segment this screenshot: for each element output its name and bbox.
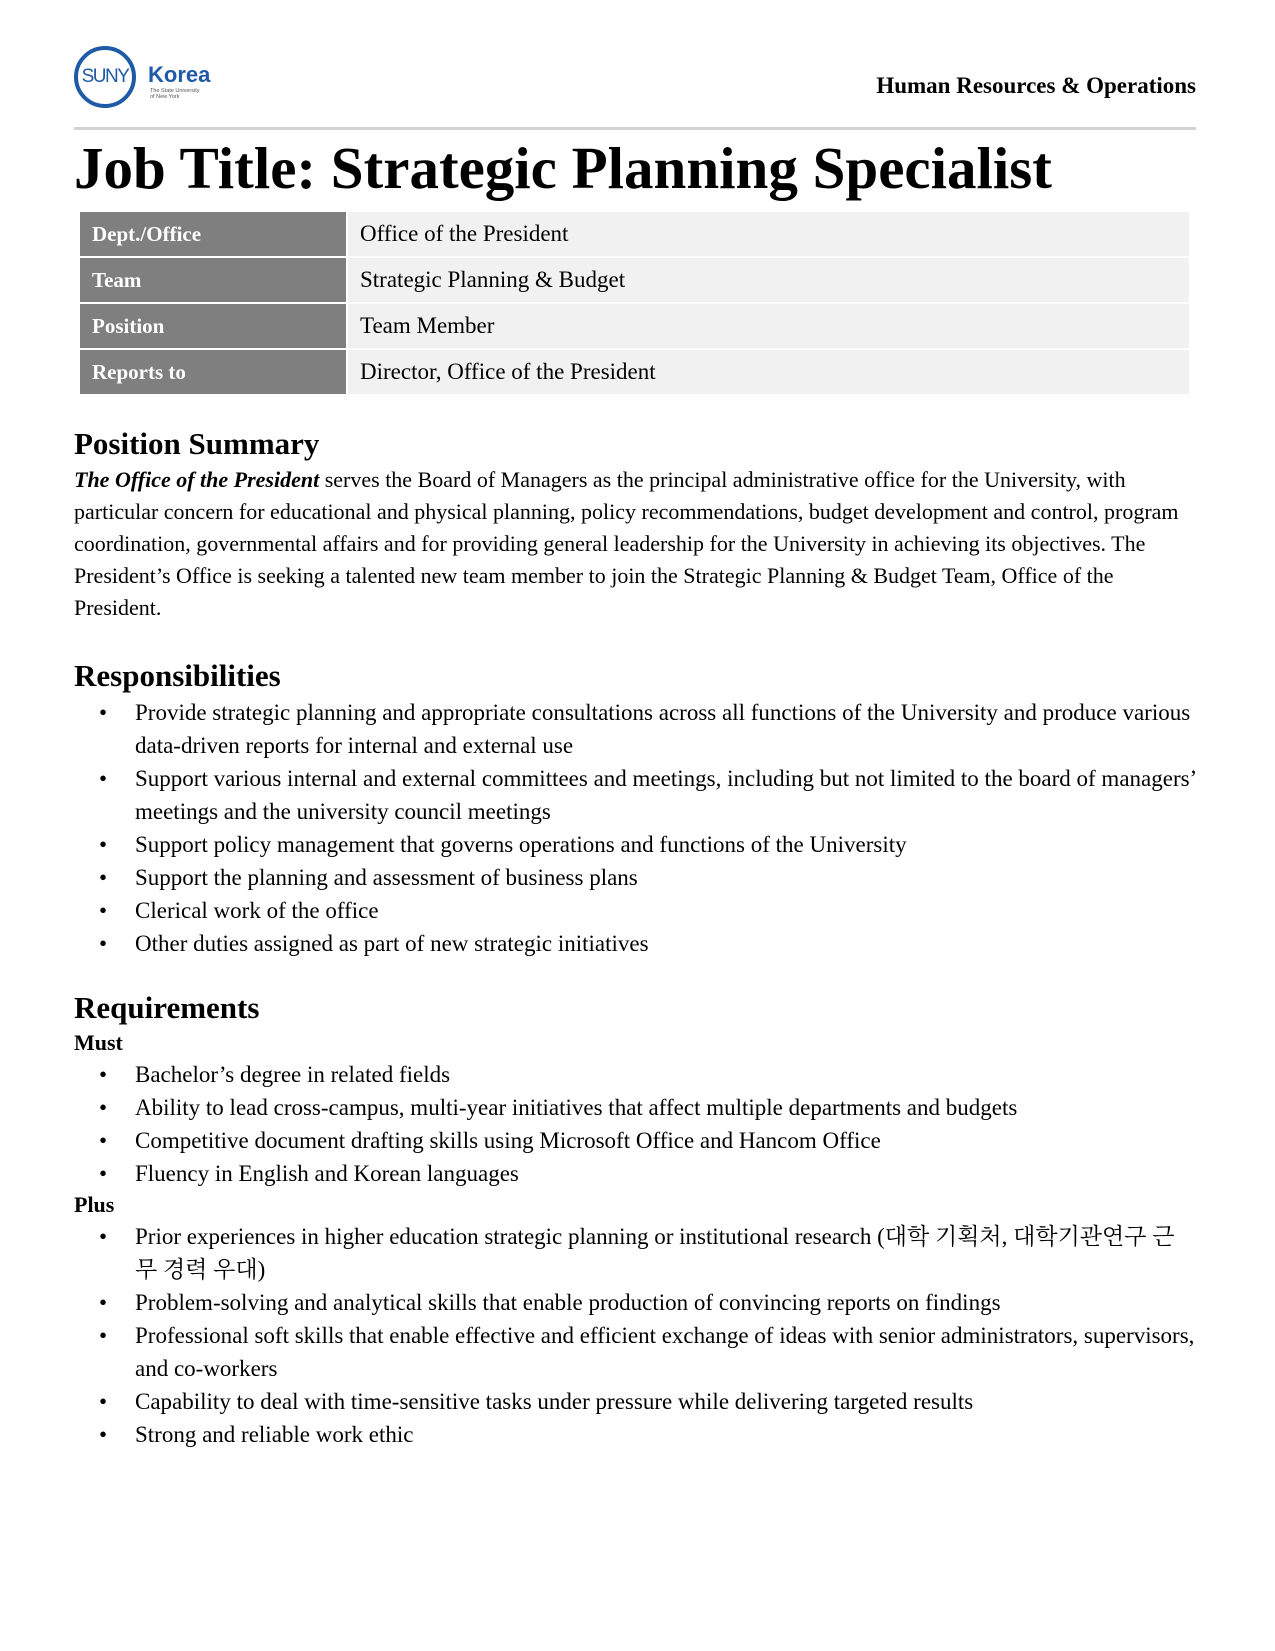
list-item-text: Support the planning and assessment of business plans — [135, 865, 638, 890]
list-item — [99, 1418, 1196, 1451]
info-label: Team — [80, 258, 346, 304]
bullet-icon: • — [99, 766, 108, 791]
list-item-text: Support policy management that governs operations and functions of the University — [135, 832, 907, 857]
list-item-text: Support various internal and external committees and meetings, including but not limited to the board of managers’ meetings and the university council meetings — [135, 766, 1196, 824]
info-label: Dept./Office — [80, 212, 346, 258]
bullet-icon: • — [99, 931, 108, 956]
list-item-text: Strong and reliable work ethic — [135, 1422, 414, 1447]
list-item-text: Capability to deal with time-sensitive tasks under pressure while delivering targeted results — [135, 1389, 974, 1414]
list-item — [99, 1220, 1196, 1286]
logo-circle-icon — [74, 46, 136, 108]
plus-subheading: Plus — [74, 1192, 115, 1217]
info-row-reports-to — [80, 350, 1189, 396]
list-item — [99, 1286, 1196, 1319]
bullet-icon: • — [99, 1062, 108, 1087]
list-item-text: Problem-solving and analytical skills that enable production of convincing reports on findings — [135, 1290, 1001, 1315]
bullet-icon: • — [99, 1290, 108, 1315]
list-item-text: Clerical work of the office — [135, 898, 379, 923]
info-row-position — [80, 304, 1189, 350]
list-item-text: Provide strategic planning and appropriate consultations across all functions of the University and produce various data-driven reports for internal and external use — [135, 700, 1191, 758]
must-requirements-list — [74, 1058, 1196, 1190]
bullet-icon: • — [99, 832, 108, 857]
list-item — [99, 696, 1196, 762]
bullet-icon: • — [99, 700, 108, 725]
list-item — [99, 1157, 1196, 1190]
list-item-text: Bachelor’s degree in related fields — [135, 1062, 451, 1087]
list-item-text: Fluency in English and Korean languages — [135, 1161, 519, 1186]
bullet-icon: • — [99, 1095, 108, 1120]
info-row-dept — [80, 212, 1189, 258]
list-item — [99, 927, 1196, 960]
list-item — [99, 1319, 1196, 1385]
job-info-table — [80, 212, 1189, 396]
bullet-icon: • — [99, 1128, 108, 1153]
summary-emphasis: The Office of the President — [74, 467, 320, 492]
summary-paragraph — [74, 464, 1196, 624]
summary-heading: Position Summary — [74, 426, 320, 461]
list-item — [99, 762, 1196, 828]
bullet-icon: • — [99, 1224, 108, 1249]
list-item-text: Competitive document drafting skills using Microsoft Office and Hancom Office — [135, 1128, 881, 1153]
list-item — [99, 828, 1196, 861]
requirements-heading: Requirements — [74, 990, 260, 1025]
list-item — [99, 1091, 1196, 1124]
main-content — [74, 424, 1196, 1451]
list-item — [99, 861, 1196, 894]
header-divider — [74, 127, 1196, 130]
info-label: Position — [80, 304, 346, 350]
bullet-icon: • — [99, 1389, 108, 1414]
list-item-text: Other duties assigned as part of new strategic initiatives — [135, 931, 649, 956]
list-item-text: Ability to lead cross-campus, multi-year initiatives that affect multiple departments and budgets — [135, 1095, 1018, 1120]
logo-korea-text: Korea — [148, 62, 211, 87]
bullet-icon: • — [99, 1422, 108, 1447]
list-item — [99, 894, 1196, 927]
page-header — [74, 42, 1196, 128]
info-value: Office of the President — [346, 212, 1189, 258]
info-row-team — [80, 258, 1189, 304]
must-subheading: Must — [74, 1030, 123, 1055]
responsibilities-heading: Responsibilities — [74, 658, 281, 693]
logo-subtitle-line1: The State University — [150, 88, 200, 94]
bullet-icon: • — [99, 898, 108, 923]
logo-subtitle-line2: of New York — [150, 94, 180, 100]
department-header: Human Resources & Operations — [876, 73, 1196, 98]
logo-subtitle — [150, 88, 210, 100]
info-value: Director, Office of the President — [346, 350, 1189, 396]
responsibilities-list — [74, 696, 1196, 960]
bullet-icon: • — [99, 1161, 108, 1186]
info-value: Strategic Planning & Budget — [346, 258, 1189, 304]
logo-suny-text: SUNY — [81, 66, 129, 87]
list-item — [99, 1124, 1196, 1157]
info-value: Team Member — [346, 304, 1189, 350]
bullet-icon: • — [99, 1323, 108, 1348]
plus-requirements-list — [74, 1220, 1196, 1451]
list-item — [99, 1385, 1196, 1418]
suny-korea-logo — [74, 42, 224, 116]
summary-text: serves the Board of Managers as the principal administrative office for the University, with particular concern for educational and physical planning, policy recommendations, budget development and control, program coordination, governmental affairs and for providing general leadership for the University in achieving its objectives. The President’s Office is seeking a talented new team member to join the Strategic Planning & Budget Team, Office of the President. — [74, 467, 1179, 620]
info-label: Reports to — [80, 350, 346, 396]
list-item-text: Professional soft skills that enable effective and efficient exchange of ideas with senior administrators, supervisors, and co-workers — [135, 1323, 1195, 1381]
list-item-text: Prior experiences in higher education strategic planning or institutional research (대학 기획처, 대학기관연구 근무 경력 우대) — [135, 1224, 1175, 1282]
page-title: Job Title: Strategic Planning Specialist — [74, 135, 1052, 201]
list-item — [99, 1058, 1196, 1091]
bullet-icon: • — [99, 865, 108, 890]
